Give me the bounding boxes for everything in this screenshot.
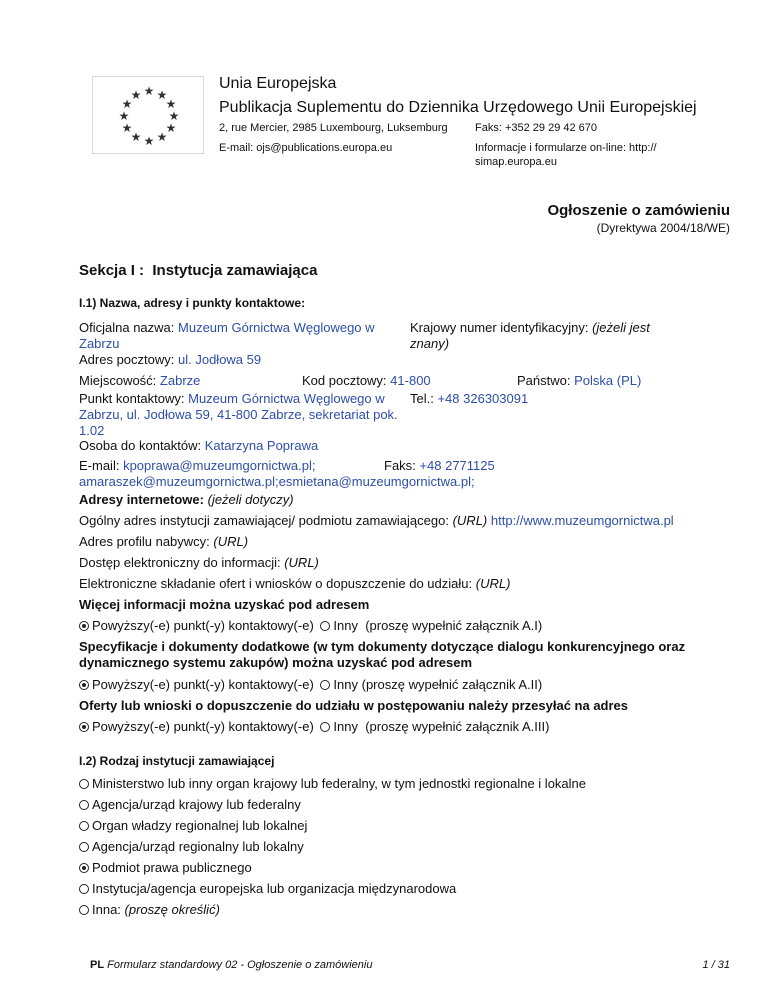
more-info-heading: Więcej informacji można uzyskać pod adresem [79,597,370,612]
postcode-field [302,373,431,389]
star-icon: ★ [130,88,142,102]
type-option [79,797,301,813]
official-name-value-cont: Zabrzu [79,336,120,351]
star-icon: ★ [121,121,133,135]
header-org: Unia Europejska [219,75,337,92]
spec-opt-other: Inny [333,677,358,692]
contact-point-field [79,391,419,439]
star-icon: ★ [165,97,177,111]
header-publication: Publikacja Suplementu do Dziennika Urzędowego Unii Europejskiej [219,99,697,116]
star-icon: ★ [156,88,168,102]
header-info-line1: Informacje i formularze on-line: http:// [475,142,657,154]
person-label: Osoba do kontaktów: [79,438,202,453]
buyer-profile-field [79,534,248,550]
notice-title: Ogłoszenie o zamówieniu [547,202,730,219]
more-info-opt-other: Inny [333,618,358,633]
spec-heading [79,639,685,671]
type-label: Ministerstwo lub inny organ krajowy lub federalny, w tym jednostki regionalne i lokalne [92,776,586,791]
national-id-note: (jeżeli jest [592,320,650,335]
national-id-label: Krajowy numer identyfikacyjny: [410,320,589,335]
general-address-link[interactable]: http://www.muzeumgornictwa.pl [490,513,674,528]
general-address-field [79,513,674,529]
tel-value: +48 326303091 [437,391,529,406]
contact-value-line2: Zabrzu, ul. Jodłowa 59, 41-800 Zabrze, sekretariat pok. [79,407,398,422]
type-label: Podmiot prawa publicznego [92,860,252,875]
more-info-opt-above: Powyższy(-e) punkt(-y) kontaktowy(-e) [92,618,314,633]
type-label: Instytucja/agencja europejska lub organizacja międzynarodowa [92,881,457,896]
more-info-radio-above[interactable] [79,621,89,631]
spec-radio-above[interactable] [79,680,89,690]
footer-form [90,958,372,972]
type-radio-4[interactable] [79,863,89,873]
type-option [79,860,252,876]
type-label: Inna: [92,902,121,917]
postcode-label: Kod pocztowy: [302,373,387,388]
fax-value: +48 2771125 [419,458,495,473]
type-label: Agencja/urząd krajowy lub federalny [92,797,301,812]
spec-options [79,677,542,693]
eaccess-field [79,555,319,571]
type-option [79,818,307,834]
type-radio-0[interactable] [79,779,89,789]
spec-radio-other[interactable] [320,680,330,690]
email-value: kpoprawa@muzeumgornictwa.pl; [123,458,316,473]
offers-radio-above[interactable] [79,722,89,732]
type-option [79,839,304,855]
more-info-note: (proszę wypełnić załącznik A.I) [365,618,543,633]
url-tag: (URL) [213,534,249,549]
type-radio-2[interactable] [79,821,89,831]
offers-opt-above: Powyższy(-e) punkt(-y) kontaktowy(-e) [92,719,314,734]
star-icon: ★ [143,134,155,148]
star-icon: ★ [165,121,177,135]
buyer-profile-label: Adres profilu nabywcy: [79,534,210,549]
email-label: E-mail: [79,458,120,473]
header-address: 2, rue Mercier, 2985 Luxembourg, Luksemburg [219,122,448,134]
postcode-value: 41-800 [390,373,431,388]
postal-label: Adres pocztowy: [79,352,175,367]
offers-opt-other: Inny [333,719,358,734]
type-radio-6[interactable] [79,905,89,915]
i1-heading: I.1) Nazwa, adresy i punkty kontaktowe: [79,296,306,310]
email-value-line2: amaraszek@muzeumgornictwa.pl;esmietana@muzeumgornictwa.pl; [79,474,475,489]
footer-page-number: 1 / 31 [702,959,730,971]
esubmission-field [79,576,510,592]
footer-lang: PL [90,959,105,971]
contact-person-field [79,438,318,454]
star-icon: ★ [156,130,168,144]
postal-value: ul. Jodłowa 59 [178,352,262,367]
section-heading: Sekcja I : Instytucja zamawiająca [79,262,318,279]
type-other-note: (proszę określić) [124,902,220,917]
spec-heading-line1: Specyfikacje i dokumenty dodatkowe (w tym dokumenty dotyczące dialogu konkurencyjnego oraz [79,639,686,654]
star-icon: ★ [130,130,142,144]
url-tag: (URL) [284,555,319,570]
postal-address-field [79,352,261,368]
header-email: E-mail: ojs@publications.europa.eu [219,142,393,154]
city-field [79,373,200,389]
person-value: Katarzyna Poprawa [204,438,319,453]
fax-label: Faks: [384,458,416,473]
official-name-label: Oficjalna nazwa: [79,320,175,335]
type-label: Organ władzy regionalnej lub lokalnej [92,818,308,833]
type-radio-3[interactable] [79,842,89,852]
more-info-options [79,618,542,634]
offers-radio-other[interactable] [320,722,330,732]
spec-heading-line2: dynamicznego systemu zakupów) można uzyskać pod adresem [79,655,473,670]
contact-value-line3: 1.02 [79,423,105,438]
national-id-note-cont: znany) [410,336,450,351]
type-radio-1[interactable] [79,800,89,810]
offers-note: (proszę wypełnić załącznik A.III) [365,719,550,734]
general-address-label: Ogólny adres instytucji zamawiającej/ podmiotu zamawiającego: [79,513,449,528]
i2-heading: I.2) Rodzaj instytucji zamawiającej [79,754,275,768]
city-label: Miejscowość: [79,373,157,388]
country-value: Polska (PL) [574,373,642,388]
eu-flag-logo [92,76,204,154]
spec-opt-above: Powyższy(-e) punkt(-y) kontaktowy(-e) [92,677,314,692]
country-field [517,373,641,389]
fax-field [384,458,495,474]
type-label: Agencja/urząd regionalny lub lokalny [92,839,304,854]
offers-heading: Oferty lub wnioski o dopuszczenie do udziału w postępowaniu należy przesyłać na adres [79,698,629,713]
country-label: Państwo: [517,373,571,388]
tel-label: Tel.: [410,391,434,406]
star-icon: ★ [121,97,133,111]
esubmission-label: Elektroniczne składanie ofert i wniosków o dopuszczenie do udziału: [79,576,473,591]
national-id-field [410,320,690,352]
footer-form-name: Formularz standardowy 02 - Ogłoszenie o zamówieniu [107,959,373,971]
official-name-field [79,320,399,352]
star-icon: ★ [168,109,180,123]
web-heading [79,492,294,508]
type-option [79,881,456,897]
star-icon: ★ [143,84,155,98]
type-option [79,776,586,792]
contact-label: Punkt kontaktowy: [79,391,185,406]
header-info-line2: simap.europa.eu [475,156,557,168]
spec-note: (proszę wypełnić załącznik A.II) [361,677,543,692]
type-option [79,902,220,918]
header-info [475,141,657,169]
official-name-value: Muzeum Górnictwa Węglowego w [178,320,375,335]
offers-options [79,719,549,735]
notice-directive: (Dyrektywa 2004/18/WE) [596,221,730,235]
star-icon: ★ [118,109,130,123]
web-heading-note: (jeżeli dotyczy) [207,492,294,507]
url-tag: (URL) [452,513,488,528]
tel-field [410,391,528,407]
url-tag: (URL) [475,576,511,591]
web-heading-label: Adresy internetowe: [79,492,204,507]
contact-value: Muzeum Górnictwa Węglowego w [188,391,385,406]
type-radio-5[interactable] [79,884,89,894]
more-info-radio-other[interactable] [320,621,330,631]
header-fax: Faks: +352 29 29 42 670 [475,122,598,134]
eaccess-label: Dostęp elektroniczny do informacji: [79,555,281,570]
city-value: Zabrze [159,373,201,388]
